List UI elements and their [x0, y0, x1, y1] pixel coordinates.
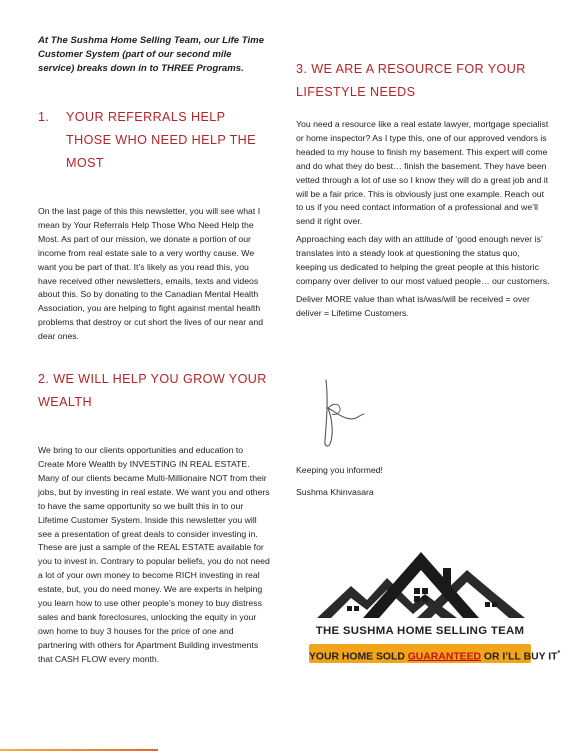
- right-column: [296, 58, 550, 321]
- section-1-title: YOUR REFERRALS HELP THOSE WHO NEED HELP THE MOST: [66, 110, 256, 170]
- section-1-number: 1.: [38, 110, 50, 124]
- footer-accent-bar: [0, 749, 158, 751]
- slogan-guaranteed: GUARANTEED: [407, 651, 482, 663]
- team-name: THE SUSHMA HOME SELLING TEAM: [315, 625, 525, 637]
- team-logo: [309, 548, 561, 668]
- section-3-heading: 3. WE ARE A RESOURCE FOR YOUR LIFESTYLE NEEDS: [296, 62, 526, 99]
- left-column: [38, 34, 270, 667]
- section-2-body: We bring to our clients opportunities and education to Create More Wealth by INVESTING IN REAL ESTATE. Many of our clients became Multi-Millionaire NOT from their jobs, but by investing in real estate. We want you and others to have the same opportunity so we built this in to our Lifetime Customer System. Inside this newsletter you will see a presentation of great deals to consider investing in. These are just a sample of the REAL ESTATE available for you to invest in. Contrary to popular beliefs, you do not need a lot of your own money to become RICH investing in real estate, but, you do need money. We are experts in helping you learn how to use other people’s money to buy distress sales and bank foreclosures, unlocking the equity in your own home to buy 3 houses for the price of one and partnering with others for Apartment Building investments that CASH FLOW every month.: [38, 445, 270, 664]
- section-3-paragraph-1: You need a resource like a real estate lawyer, mortgage specialist or home inspector? As I type this, one of our approved vendors is headed to my house to finish my basement. This expert will come and do what they do best… finish the basement. They have been vetted through a lot of use so I know they will do a great job and it will be a fair price. This is obviously just one example. Reach out to us if you need contact information of a professional and we’ll send it right over.: [296, 119, 549, 227]
- section-1-heading: [38, 106, 270, 175]
- handwritten-signature: [316, 378, 366, 450]
- section-3-paragraph-3: Deliver MORE value than what is/was/will be received = over deliver = Lifetime Customers.: [296, 293, 530, 318]
- slogan-part2: OR I’LL BUY IT: [481, 651, 558, 663]
- house-roofs-icon: [317, 548, 525, 624]
- section-3-paragraph-2: Approaching each day with an attitude of ‘good enough never is’ translates into a steady look at questioning the status quo, keeping us dedicated to helping the great people at this historic company over deliver to our most valued people… our customers.: [296, 234, 550, 286]
- signer-name: Sushma Khinvasara: [296, 487, 374, 497]
- slogan-banner: [309, 644, 561, 663]
- section-1-body: On the last page of this this newsletter, you will see what I mean by Your Referrals Help Those Who Need Help the Most. As part of our mission, we donate a portion of our income from real estate sale to a very worthy cause. We want you be part of that. It’s likely as you read this, you have received other newsletters, emails, texts and videos about this. So by donating to the Canadian Mental Health Association, you are helping to fight against mental health problems that destroy or cut short the lives of our near and dear ones.: [38, 206, 264, 342]
- intro-text: At The Sushma Home Selling Team, our Life Time Customer System (part of our second mile service) breaks down in to THREE Programs.: [38, 35, 265, 74]
- slogan-part1: YOUR HOME SOLD: [309, 651, 408, 663]
- section-2-heading: 2. WE WILL HELP YOU GROW YOUR WEALTH: [38, 372, 267, 410]
- slogan-mark: *: [557, 650, 561, 657]
- closing-line: Keeping you informed!: [296, 465, 383, 475]
- closing: [296, 463, 383, 507]
